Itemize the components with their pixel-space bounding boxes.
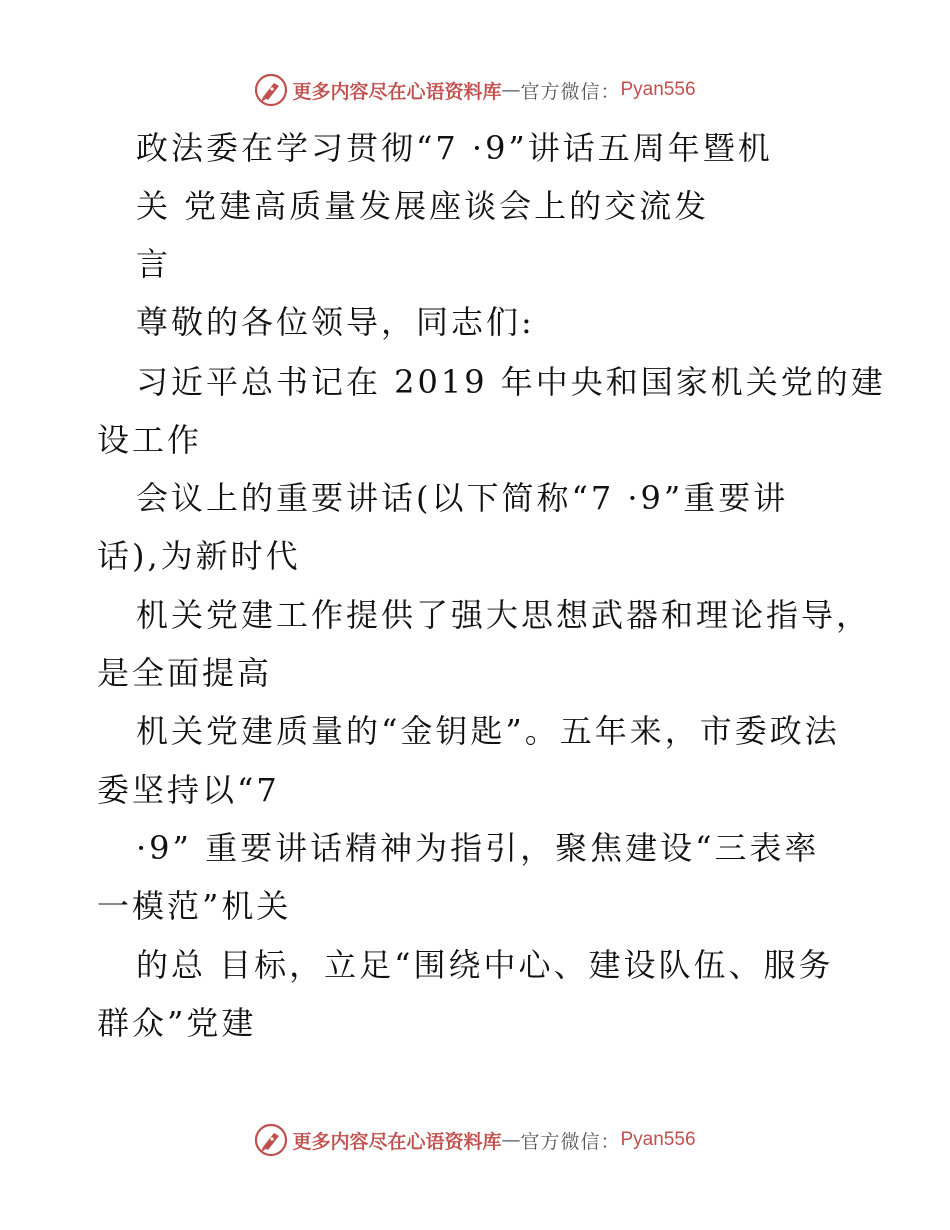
watermark-id: Pyan556 — [620, 79, 696, 100]
header-watermark — [0, 70, 950, 110]
watermark-separator: — — [501, 79, 521, 101]
footer-watermark — [0, 1120, 950, 1160]
salutation-line: 尊敬的各位领导，同志们: — [136, 303, 535, 341]
body-line-7: 机关党建质量的“金钥匙”。五年来，市委政法 — [136, 712, 840, 750]
body-line-10: 一模范”机关 — [97, 887, 292, 925]
title-line-2: 关 党建高质量发展座谈会上的交流发 — [136, 187, 710, 225]
watermark-id: Pyan556 — [620, 1129, 696, 1150]
watermark-brand: 更多内容尽在心语资料库 — [292, 80, 502, 103]
title-line-1: 政法委在学习贯彻“7 ·9”讲话五周年暨机 — [136, 129, 773, 167]
body-line-12: 群众”党建 — [97, 1004, 257, 1042]
body-line-9: ·9” 重要讲话精神为指引，聚焦建设“三表率 — [136, 829, 820, 867]
body-line-6: 是全面提高 — [97, 654, 273, 692]
body-line-11: 的总 目标，立足“围绕中心、建设队伍、服务 — [136, 946, 834, 984]
watermark-label: 官方微信： — [520, 80, 621, 103]
watermark-label: 官方微信： — [520, 1130, 621, 1153]
watermark-brand: 更多内容尽在心语资料库 — [292, 1130, 502, 1153]
body-line-3: 会议上的重要讲话(以下简称“7 ·9”重要讲 — [136, 479, 789, 517]
body-line-4: 话),为新时代 — [97, 537, 301, 575]
pen-nib-logo-icon — [254, 73, 288, 107]
body-line-8: 委坚持以“7 — [97, 771, 280, 809]
body-line-1: 习近平总书记在 2019 年中央和国家机关党的建 — [136, 363, 886, 401]
watermark-separator: — — [501, 1129, 521, 1151]
body-line-2: 设工作 — [97, 421, 203, 459]
pen-nib-logo-icon — [254, 1123, 288, 1157]
title-line-3: 言 — [136, 245, 172, 283]
body-line-5: 机关党建工作提供了强大思想武器和理论指导， — [136, 596, 872, 634]
